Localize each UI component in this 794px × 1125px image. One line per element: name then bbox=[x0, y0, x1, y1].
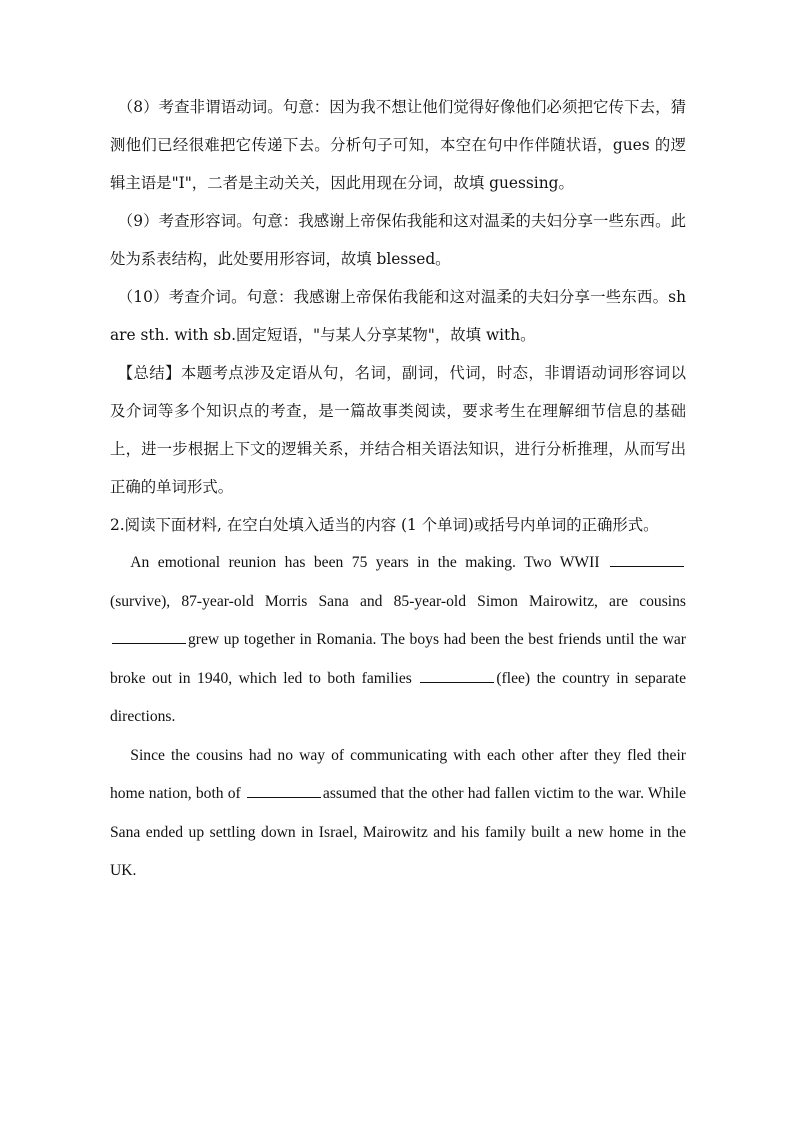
passage-1-text-a: An emotional reunion has been 75 years in the making. Two WWII bbox=[130, 554, 600, 571]
document-page bbox=[110, 88, 686, 891]
passage-1-text-d: (flee) the country in separate directions. bbox=[110, 669, 686, 725]
passage-2-text-a: Since the cousins had no way of communicating with each other after they fled their home nation, both of bbox=[110, 746, 686, 802]
analysis-item-9: （9）考查形容词。句意：我感谢上帝保佑我能和这对温柔的夫妇分享一些东西。此处为系表结构，此处要用形容词，故填 blessed。 bbox=[110, 212, 686, 268]
passage-paragraph-2 bbox=[110, 737, 686, 891]
summary-paragraph: 【总结】本题考点涉及定语从句，名词，副词，代词，时态，非谓语动词形容词以及介词等多个知识点的考查，是一篇故事类阅读，要求考生在理解细节信息的基础上，进一步根据上下文的逻辑关系，并结合相关语法知识，进行分析推理，从而写出正确的单词形式。 bbox=[110, 364, 686, 496]
question-2-instruction: 2.阅读下面材料, 在空白处填入适当的内容 (1 个单词)或括号内单词的正确形式。 bbox=[110, 516, 659, 534]
passage-paragraph-1 bbox=[110, 544, 686, 737]
analysis-item-10: （10）考查介词。句意：我感谢上帝保佑我能和这对温柔的夫妇分享一些东西。share sth. with sb.固定短语，"与某人分享某物"，故填 with。 bbox=[110, 288, 686, 344]
passage-1-text-c: grew up together in Romania. The boys had been the best friends until the war broke out in 1940, which led to both families bbox=[110, 631, 686, 687]
answer-blank-2[interactable] bbox=[112, 629, 186, 644]
answer-blank-1[interactable] bbox=[610, 552, 684, 567]
answer-blank-4[interactable] bbox=[247, 783, 321, 798]
answer-blank-3[interactable] bbox=[420, 668, 494, 683]
analysis-item-8: （8）考查非谓语动词。句意：因为我不想让他们觉得好像他们必须把它传下去，猜测他们已经很难把它传递下去。分析句子可知，本空在句中作伴随状语，gues 的逻辑主语是"I"，二者是主动关关，因此用现在分词，故填 guessing。 bbox=[110, 98, 686, 192]
passage-2-text-b: assumed that the other had fallen victim to the war. While Sana ended up settling down in Israel, Mairowitz and his family built a new home in the UK. bbox=[110, 785, 686, 879]
passage-1-text-b: (survive), 87-year-old Morris Sana and 85-year-old Simon Mairowitz, are cousins bbox=[110, 592, 686, 610]
